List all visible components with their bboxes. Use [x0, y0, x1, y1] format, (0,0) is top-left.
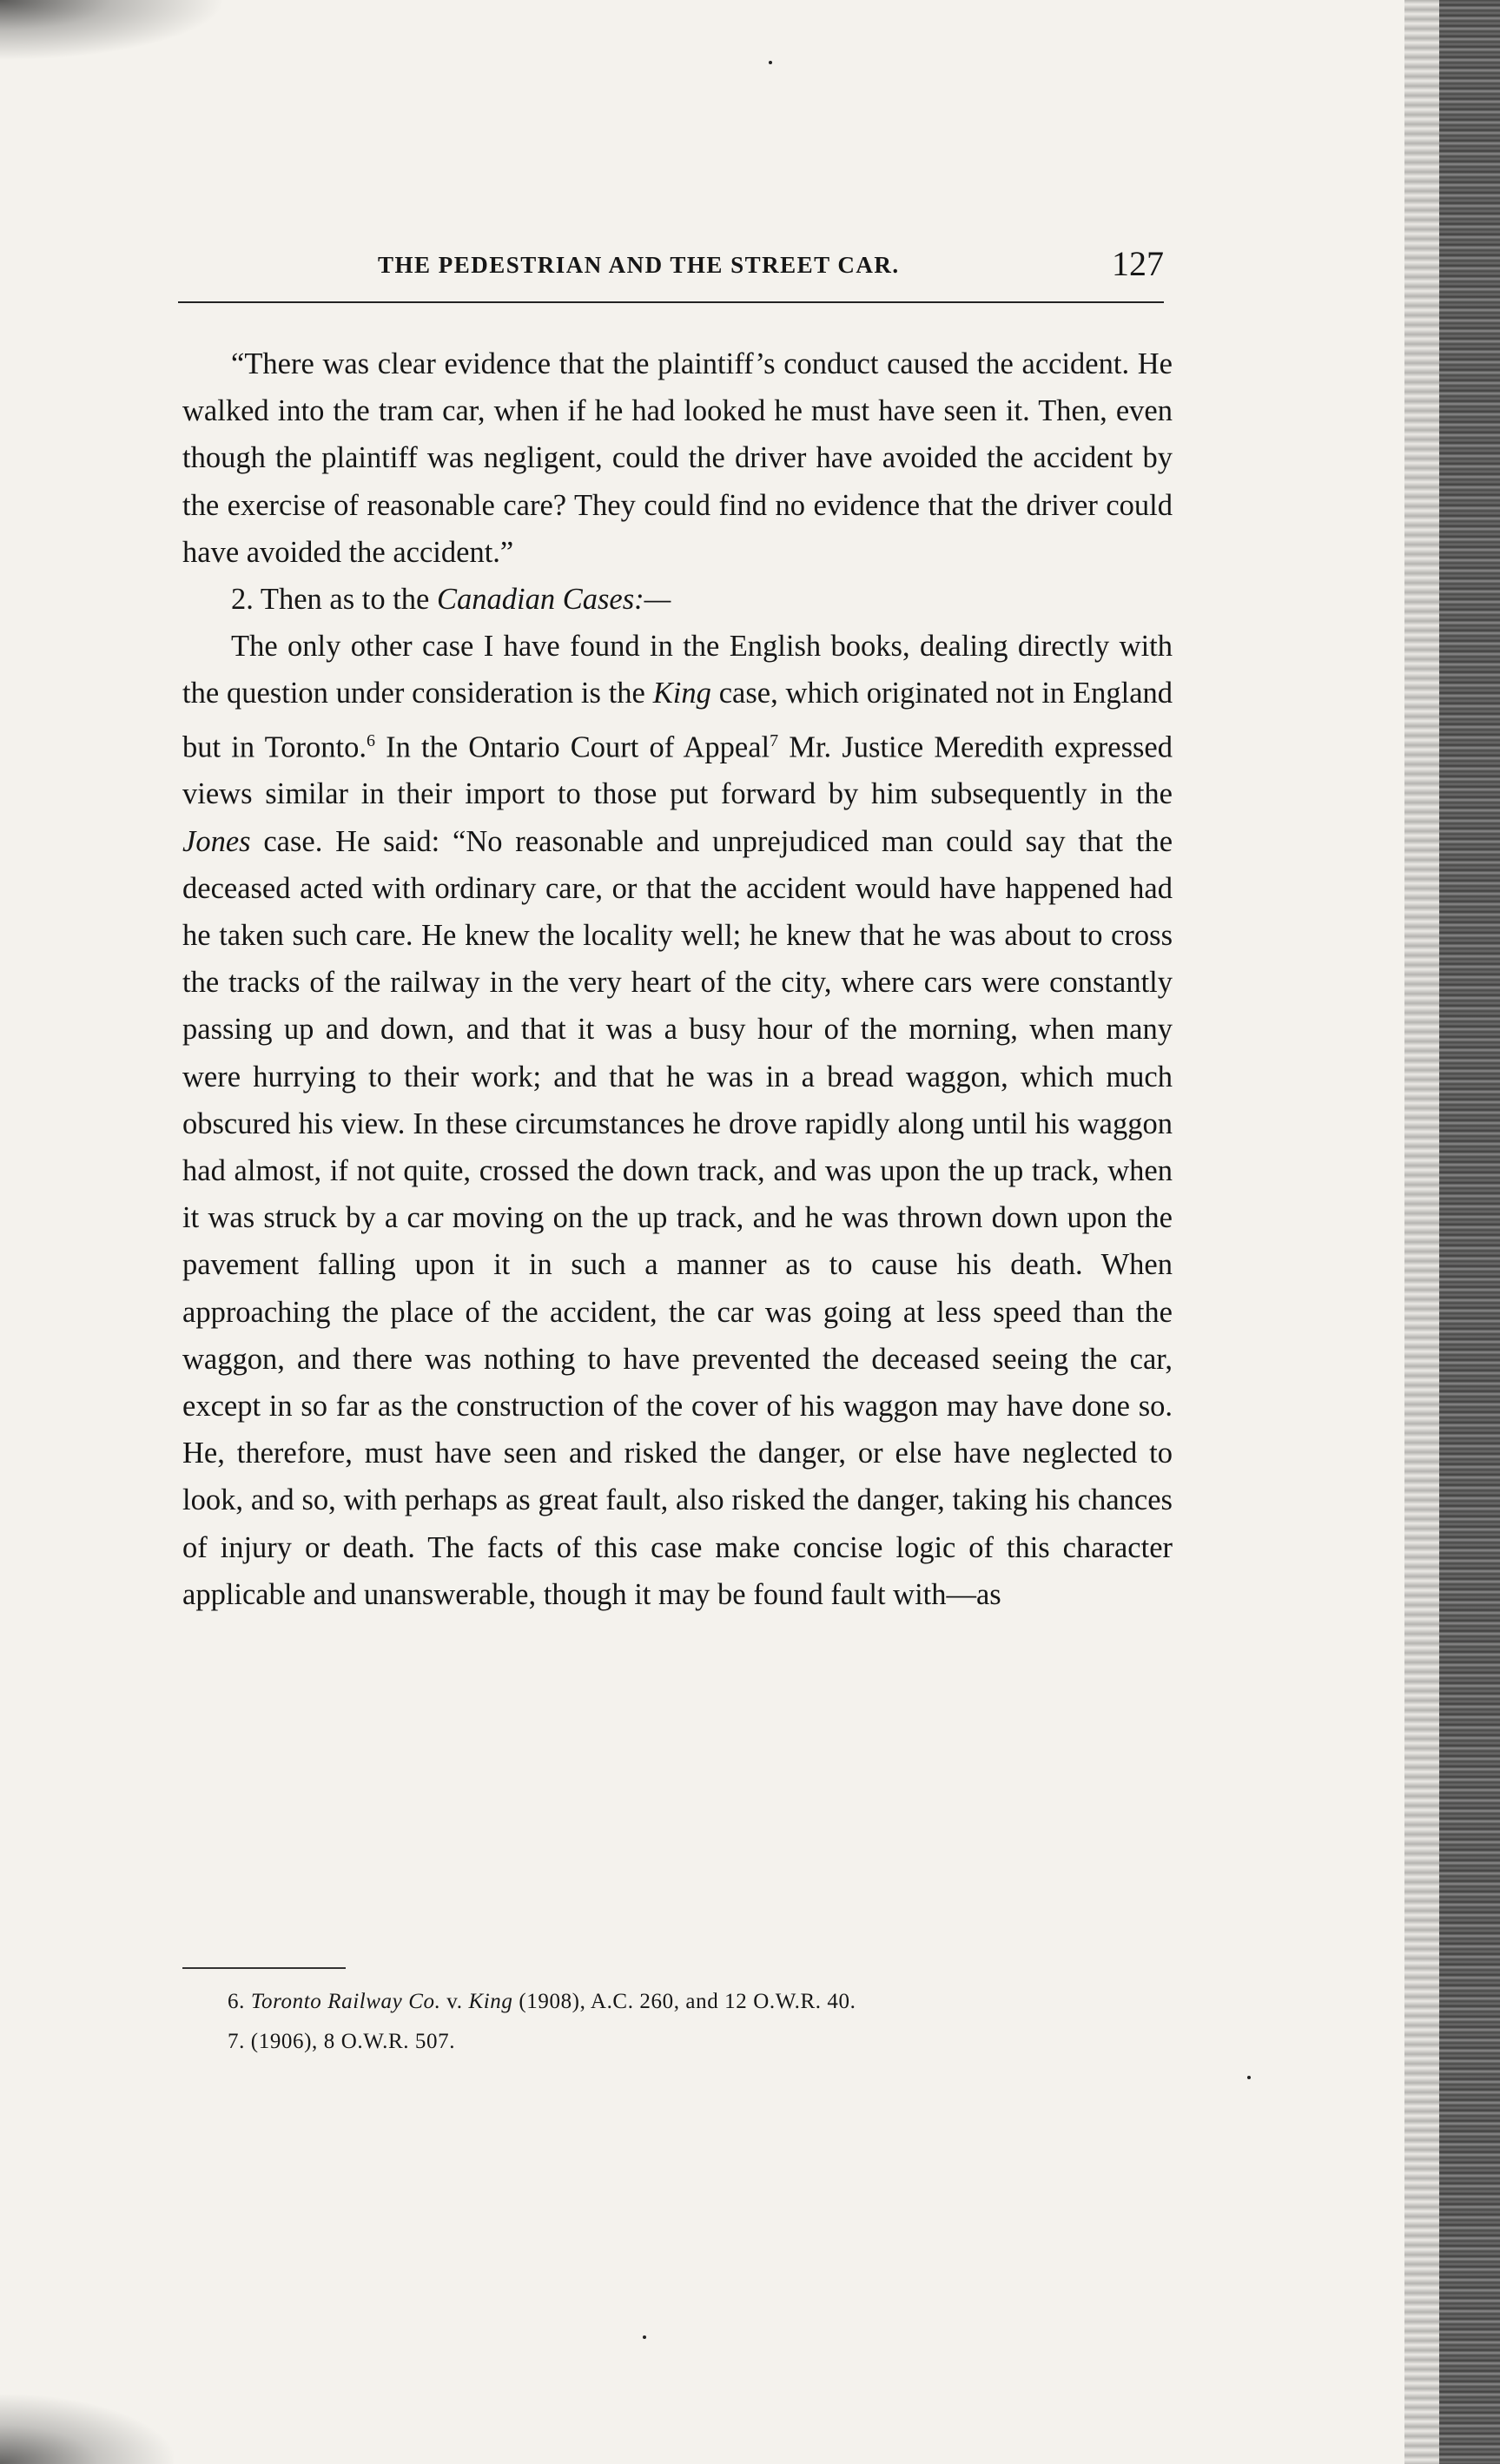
footnote-party: King — [468, 1990, 513, 2013]
footnote-case: Toronto Railway Co. — [250, 1990, 441, 2013]
book-binding-edge — [1439, 0, 1500, 2464]
footnote-citation: (1908), A.C. 260, and 12 O.W.R. 40. — [512, 1990, 856, 2013]
section-heading — [182, 576, 1173, 623]
body-text — [182, 340, 1173, 1618]
page-header — [174, 244, 1164, 292]
scan-speck — [769, 61, 772, 64]
king-case-name: King — [652, 677, 711, 710]
paragraph-part5: case. He said: “No reasonable and unprejudiced man could say that the deceased acted with ordinary care, or that the accident would have happened had he taken such care. He knew the locality well; he knew that he was about to cross the tracks of the railway in the very heart of the city, where cars were constantly passing up and down, and that it was a busy hour of the morning, when many were hurrying to their work; and that he was in a bread waggon, which much obscured his view. In these circumstances he drove rapidly along until his waggon had almost, if not quite, crossed the down track, and was upon the up track, when it was struck by a car moving on the up track, and he was thrown down upon the pavement falling upon it in such a manner as to cause his death. When approaching the place of the accident, the car was going at less speed than the waggon, and there was nothing to have prevented the deceased seeing the car, except in so far as the construction of the cover of his waggon may have done so. He, therefore, must have seen and risked the danger, or else have neglected to look, and so, with perhaps as great fault, also risked the danger, taking his chances of injury or death. The facts of this case make concise logic of this character applicable and unanswerable, though it may be found fault with—as — [182, 824, 1173, 1611]
paragraph-part3: In the Ontario Court of Appeal — [374, 730, 770, 764]
page-number: 127 — [1112, 244, 1164, 283]
jones-case-name: Jones — [182, 824, 251, 858]
running-title: THE PEDESTRIAN AND THE STREET CAR. — [378, 252, 900, 278]
paragraph-part2: case, which originated not in England but in Toronto. — [182, 677, 1173, 764]
binding-shadow — [1404, 0, 1439, 2464]
section-lead: Then as to the — [260, 583, 430, 617]
footnote-7 — [228, 2022, 1166, 2062]
section-number: 2. — [231, 583, 254, 617]
page-corner-shadow-top — [0, 0, 226, 61]
footnote-number: 7. — [228, 2030, 245, 2053]
scan-speck — [1247, 2076, 1251, 2079]
paragraph-part1: The only other case I have found in the English books, dealing directly with the question under consideration is the — [182, 630, 1173, 710]
footnote-6 — [228, 1982, 1166, 2022]
scan-speck — [643, 2335, 646, 2339]
quote-text: “There was clear evidence that the plaintiff’s conduct caused the accident. He walked into the tram car, when if he had looked he must have seen it. Then, even though the plaintiff was negligent, could the driver have avoided the accident by the exercise of reasonable care? They could find no evidence that the driver could have avoided the accident.” — [182, 347, 1173, 569]
footnote-ref-7[interactable]: 7 — [770, 730, 779, 750]
footnote-number: 6. — [228, 1990, 245, 2013]
footnotes — [228, 1982, 1166, 2062]
quote-paragraph — [182, 340, 1173, 576]
main-paragraph — [182, 623, 1173, 1618]
footnote-versus: v. — [440, 1990, 469, 2013]
footnote-citation: (1906), 8 O.W.R. 507. — [244, 2030, 456, 2053]
header-rule — [178, 301, 1164, 303]
paragraph-part4: Mr. Justice Meredith expressed views similar in their import to those put forward by him subsequently in the — [182, 730, 1173, 811]
page-corner-shadow-bottom — [0, 2395, 174, 2464]
footnote-rule — [182, 1967, 346, 1969]
footnote-ref-6[interactable]: 6 — [366, 730, 375, 750]
section-title: Canadian Cases:— — [437, 583, 671, 617]
